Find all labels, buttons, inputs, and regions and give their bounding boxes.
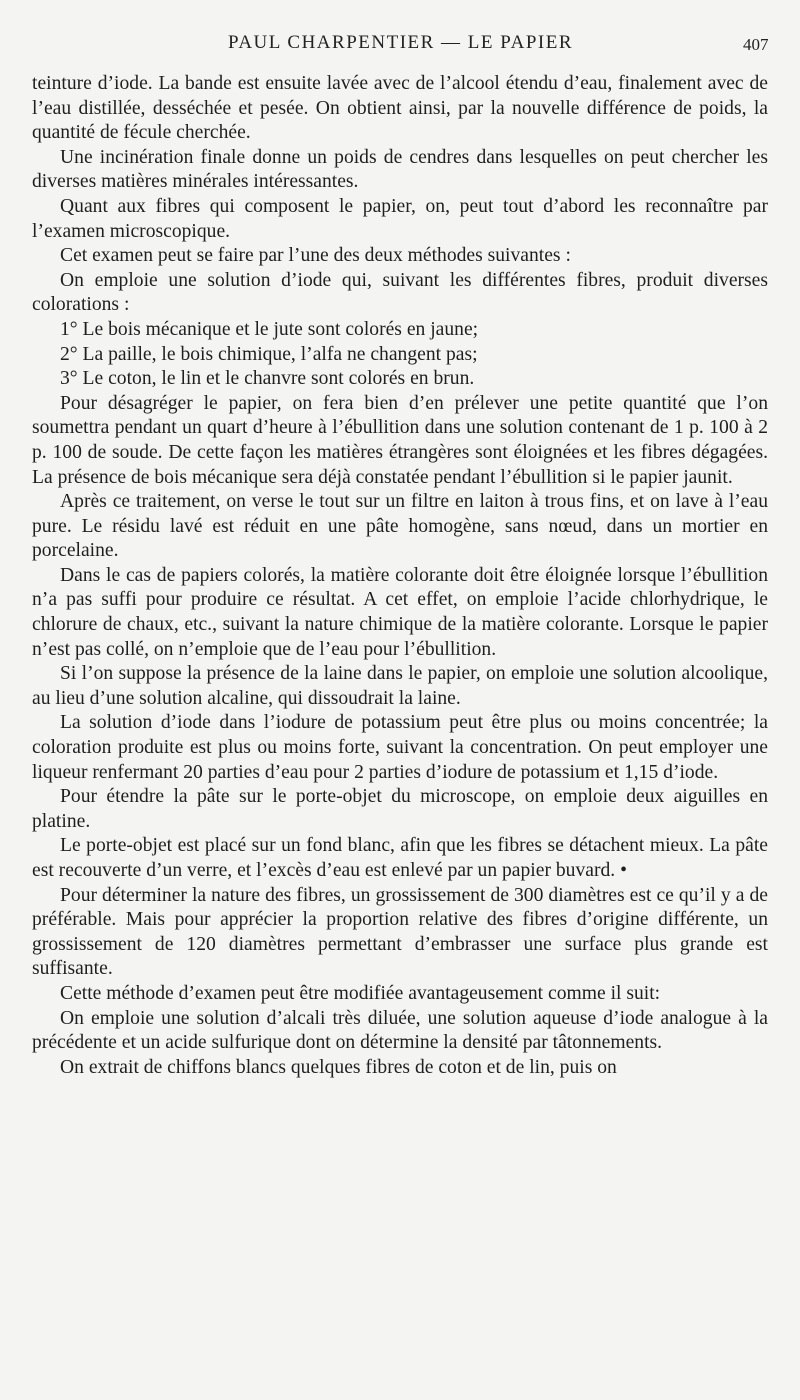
paragraph: Quant aux fibres qui composent le papier, on, peut tout d’abord les reconnaître par l’examen microscopique. bbox=[32, 195, 768, 242]
paragraph: Pour étendre la pâte sur le porte-objet du microscope, on emploie deux aiguilles en platine. bbox=[32, 786, 768, 832]
running-title: PAUL CHARPENTIER — LE PAPIER bbox=[228, 32, 573, 53]
list-item: 2° La paille, le bois chimique, l’alfa ne changent pas; bbox=[60, 343, 478, 365]
paragraph: Après ce traitement, on verse le tout sur un filtre en laiton à trous fins, et on lave à l’eau pure. Le résidu lavé est réduit en une pâte homogène, sans nœud, dans un mortier en porcelaine. bbox=[32, 491, 768, 562]
paragraph: Pour désagréger le papier, on fera bien d’en prélever une petite quantité que l’on soumettra pendant un quart d’heure à l’ébullition dans une solution contenant de 1 p. 100 à 2 p. 100 de soude. De cette façon les matières étrangères sont éloignées et les fibres dégagées. La présence de bois mécanique sera déjà constatée pendant l’ébullition si le papier jaunit. bbox=[32, 392, 768, 488]
paragraph: Cet examen peut se faire par l’une des deux méthodes suivantes : bbox=[60, 245, 571, 267]
paragraph: Pour déterminer la nature des fibres, un grossissement de 300 diamètres est ce qu’il y a de préférable. Mais pour apprécier la proportion relative des fibres d’origine différente, un grossissement de 120 diamètres permettant d’embrasser une surface plus grande est suffisante. bbox=[32, 884, 768, 980]
paragraph: On emploie une solution d’iode qui, suivant les différentes fibres, produit diverses colorations : bbox=[32, 269, 768, 316]
paragraph: Cette méthode d’examen peut être modifiée avantageusement comme il suit: bbox=[60, 982, 661, 1004]
list-item: 1° Le bois mécanique et le jute sont colorés en jaune; bbox=[60, 318, 479, 340]
paragraph: Une incinération finale donne un poids de cendres dans lesquelles on peut chercher les diverses matières minérales intéressantes. bbox=[32, 146, 768, 193]
page-number: 407 bbox=[743, 35, 769, 54]
paragraph: Le porte-objet est placé sur un fond blanc, afin que les fibres se détachent mieux. La pâte est recouverte d’un verre, et l’excès d’eau est enlevé par un papier buvard. • bbox=[32, 835, 768, 881]
page-header bbox=[0, 32, 800, 60]
paragraph: teinture d’iode. La bande est ensuite lavée avec de l’alcool étendu d’eau, finalement avec de l’eau distillée, desséchée et pesée. On obtient ainsi, par la nouvelle différence de poids, la quantité de fécule cherchée. bbox=[32, 73, 768, 144]
paragraph: On emploie une solution d’alcali très diluée, une solution aqueuse d’iode analogue à la précédente et un acide sulfurique dont on détermine la densité par tâtonnements. bbox=[32, 1007, 768, 1054]
paragraph: On extrait de chiffons blancs quelques fibres de coton et de lin, puis on bbox=[60, 1056, 617, 1078]
paragraph: Si l’on suppose la présence de la laine dans le papier, on emploie une solution alcoolique, au lieu d’une solution alcaline, qui dissoudrait la laine. bbox=[32, 663, 768, 709]
paragraph: Dans le cas de papiers colorés, la matière colorante doit être éloignée lorsque l’ébullition n’a pas suffi pour produire ce résultat. A cet effet, on emploie l’acide chlorhydrique, le chlorure de chaux, etc., suivant la nature chimique de la matière colorante. Lorsque le papier n’est pas collé, on n’emploie que de l’eau pour l’ébullition. bbox=[32, 564, 768, 660]
paragraph: La solution d’iode dans l’iodure de potassium peut être plus ou moins concentrée; la coloration produite est plus ou moins forte, suivant la concentration. On peut employer une liqueur renfermant 20 parties d’eau pour 2 parties d’iodure de potassium et 1,15 d’iode. bbox=[32, 712, 768, 783]
body-text bbox=[32, 72, 768, 1080]
list-item: 3° Le coton, le lin et le chanvre sont colorés en brun. bbox=[60, 368, 475, 390]
